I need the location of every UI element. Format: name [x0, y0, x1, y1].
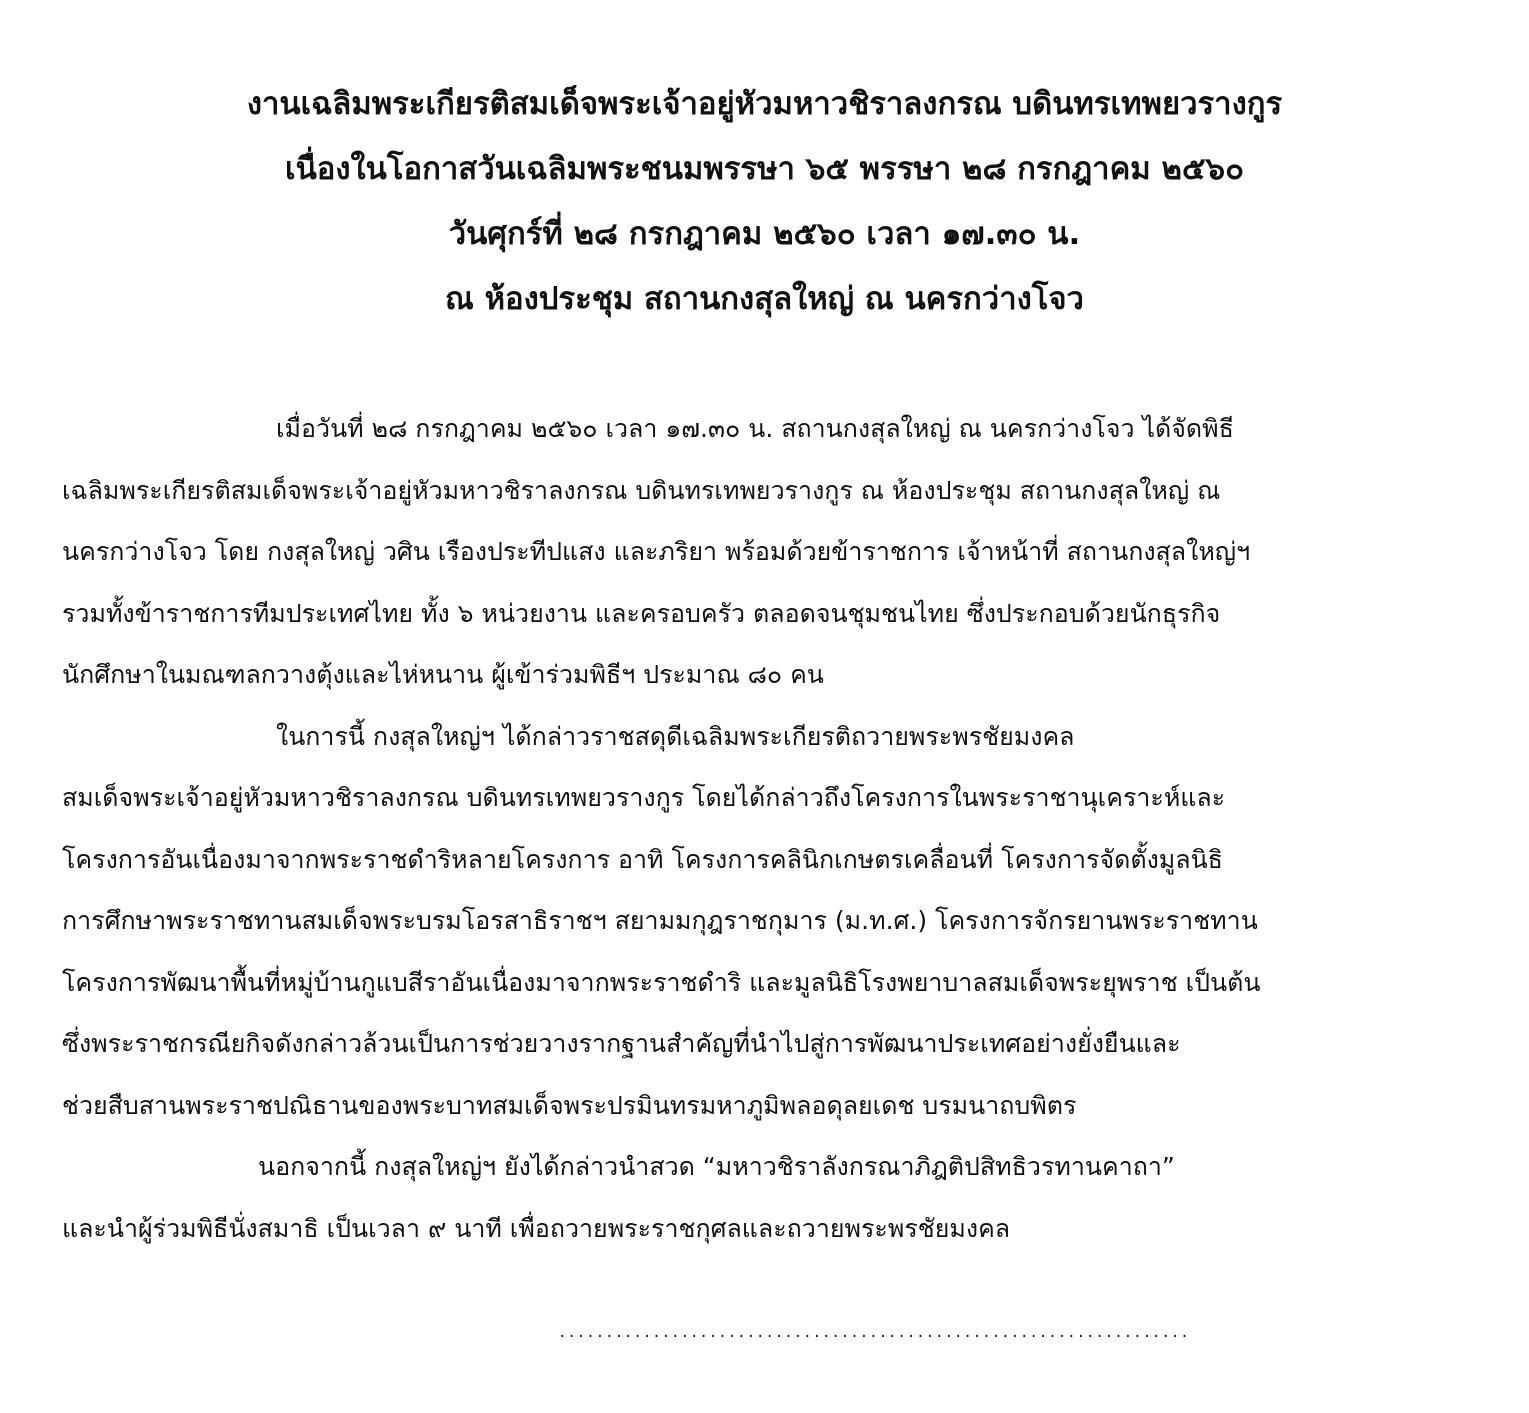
title-line-venue: ณ ห้องประชุม สถานกงสุลใหญ่ ณ นครกว่างโจว: [445, 281, 1084, 317]
paragraph-line: สมเด็จพระเจ้าอยู่หัวมหาวชิราลงกรณ บดินทรเทพยวรางกูร โดยได้กล่าวถึงโครงการในพระราชานุเคราะห์และ: [62, 783, 1226, 812]
title-line-event: งานเฉลิมพระเกียรติสมเด็จพระเจ้าอยู่หัวมหาวชิราลงกรณ บดินทรเทพยวรางกูร: [246, 86, 1283, 122]
paragraph-chanting: [62, 1136, 1462, 1259]
paragraph-line: และนำผู้ร่วมพิธีนั่งสมาธิ เป็นเวลา ๙ นาที เพื่อถวายพระราชกุศลและถวายพระพรชัยมงคล: [62, 1213, 1011, 1243]
paragraph-line: เมื่อวันที่ ๒๘ กรกฎาคม ๒๕๖๐ เวลา ๑๗.๓๐ น. สถานกงสุลใหญ่ ณ นครกว่างโจว ได้จัดพิธี: [276, 414, 1234, 443]
paragraph-line: รวมทั้งข้าราชการทีมประเทศไทย ทั้ง ๖ หน่วยงาน และครอบครัว ตลอดจนชุมชนไทย ซึ่งประกอบด้วยนักธุรกิจ: [62, 598, 1221, 628]
paragraph-line: นักศึกษาในมณฑลกวางตุ้งและไห่หนาน ผู้เข้าร่วมพิธีฯ ประมาณ ๘๐ คน: [62, 660, 824, 689]
document-body: [62, 398, 1462, 1259]
paragraph-line: นครกว่างโจว โดย กงสุลใหญ่ วศิน เรืองประทีปแสง และภริยา พร้อมด้วยข้าราชการ เจ้าหน้าที่ สถานกงสุลใหญ่ฯ: [62, 537, 1251, 566]
paragraph-line: โครงการอันเนื่องมาจากพระราชดำริหลายโครงการ อาทิ โครงการคลินิกเกษตรเคลื่อนที่ โครงการจัดตั้งมูลนิธิ: [62, 844, 1223, 874]
paragraph-line: นอกจากนี้ กงสุลใหญ่ฯ ยังได้กล่าวนำสวด “มหาวชิราลังกรณาภิฎติปสิทธิวรทานคาถา”: [258, 1152, 1175, 1181]
document-title: [0, 72, 1529, 332]
title-line-occasion: เนื่องในโอกาสวันเฉลิมพระชนมพรรษา ๖๕ พรรษา ๒๘ กรกฎาคม ๒๕๖๐: [284, 151, 1245, 187]
closing-dotted-line: ...................................................................: [558, 1325, 1190, 1341]
paragraph-address: [62, 706, 1462, 1137]
paragraph-line: ซึ่งพระราชกรณียกิจดังกล่าวล้วนเป็นการช่วยวางรากฐานสำคัญที่นำไปสู่การพัฒนาประเทศอย่างยั่งยืนและ: [62, 1029, 1181, 1058]
paragraph-line: ช่วยสืบสานพระราชปณิธานของพระบาทสมเด็จพระปรมินทรมหาภูมิพลอดุลยเดช บรมนาถบพิตร: [62, 1090, 1077, 1120]
paragraph-ceremony: [62, 398, 1462, 706]
paragraph-line: เฉลิมพระเกียรติสมเด็จพระเจ้าอยู่หัวมหาวชิราลงกรณ บดินทรเทพยวรางกูร ณ ห้องประชุม สถานกงสุลใหญ่ ณ: [62, 475, 1221, 505]
title-line-date-time: วันศุกร์ที่ ๒๘ กรกฎาคม ๒๕๖๐ เวลา ๑๗.๓๐ น.: [448, 216, 1081, 252]
paragraph-line: โครงการพัฒนาพื้นที่หมู่บ้านกูแบสีราอันเนื่องมาจากพระราชดำริ และมูลนิธิโรงพยาบาลสมเด็จพระยุพราช เป็นต้น: [62, 967, 1261, 997]
paragraph-line: การศึกษาพระราชทานสมเด็จพระบรมโอรสาธิราชฯ สยามมกุฎราชกุมาร (ม.ท.ศ.) โครงการจักรยานพระราชทาน: [62, 906, 1258, 935]
paragraph-line: ในการนี้ กงสุลใหญ่ฯ ได้กล่าวราชสดุดีเฉลิมพระเกียรติถวายพระพรชัยมงคล: [276, 721, 1075, 751]
